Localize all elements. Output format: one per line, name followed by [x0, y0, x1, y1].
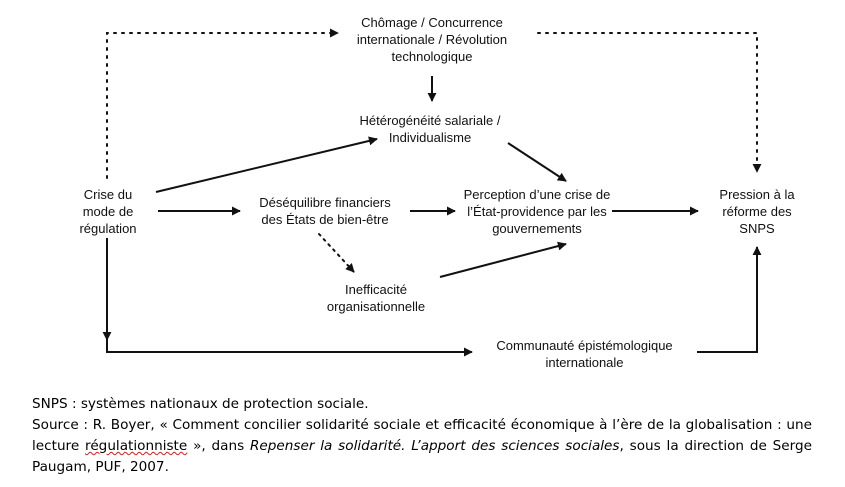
arrow-communaute-to-pression	[697, 247, 757, 352]
node-inefficacite-line: organisationnelle	[326, 299, 426, 314]
arrow-desequilibre-to-inefficacite	[319, 234, 354, 272]
node-perception-line: Perception d’une crise de	[463, 187, 611, 202]
node-desequilibre-line: des États de bien-être	[261, 212, 389, 227]
arrow-inefficacite-to-perception	[440, 244, 566, 277]
arrow-heterogeneite-to-perception	[508, 143, 566, 181]
node-inefficacite-line: Inefficacité	[345, 282, 407, 297]
caption-definition: SNPS : systèmes nationaux de protection sociale.	[32, 396, 369, 412]
arrow-chomage-to-pression	[538, 33, 757, 172]
source-text: », dans	[187, 438, 250, 454]
node-pression-line: Pression à la	[719, 187, 795, 202]
node-desequilibre-line: Déséquilibre financiers	[259, 195, 391, 210]
node-pression-line: SNPS	[739, 221, 775, 236]
source-text: , sous la direction de Serge Paugam, PUF, 2007.	[32, 438, 812, 475]
node-communaute-line: internationale	[545, 355, 624, 367]
arrow-crise-to-heterogeneite	[156, 139, 377, 192]
node-perception	[452, 186, 622, 237]
node-crise-line: régulation	[79, 221, 137, 236]
node-communaute-line: Communauté épistémologique	[496, 338, 673, 353]
caption	[32, 394, 812, 478]
source-text: Source : R. Boyer, « Comment concilier solidarité sociale et efficacité économique à l’ère de la globalisation : une lecture	[32, 417, 812, 454]
spellcheck-word: régulationniste	[85, 438, 188, 454]
node-desequilibre	[240, 194, 410, 228]
node-perception-line: l’État-providence par les	[467, 204, 607, 219]
node-pression	[697, 186, 817, 237]
node-chomage-line: internationale / Révolution	[356, 32, 508, 47]
node-heterogeneite-line: Hétérogénéité salariale /	[359, 113, 501, 128]
caption-source	[32, 415, 812, 478]
node-pression-line: réforme des	[722, 204, 792, 219]
node-chomage	[322, 14, 542, 65]
node-crise-line: mode de	[82, 204, 134, 219]
node-chomage-line: technologique	[391, 49, 473, 64]
node-inefficacite	[306, 281, 446, 315]
node-chomage-line: Chômage / Concurrence	[361, 15, 503, 30]
node-heterogeneite-line: Individualisme	[388, 130, 472, 145]
node-perception-line: gouvernements	[492, 221, 582, 236]
node-communaute	[472, 337, 697, 367]
node-crise	[68, 186, 148, 237]
node-heterogeneite	[330, 112, 530, 146]
source-book-title: Repenser la solidarité. L’apport des sciences sociales	[249, 438, 620, 454]
node-crise-line: Crise du	[83, 187, 133, 202]
